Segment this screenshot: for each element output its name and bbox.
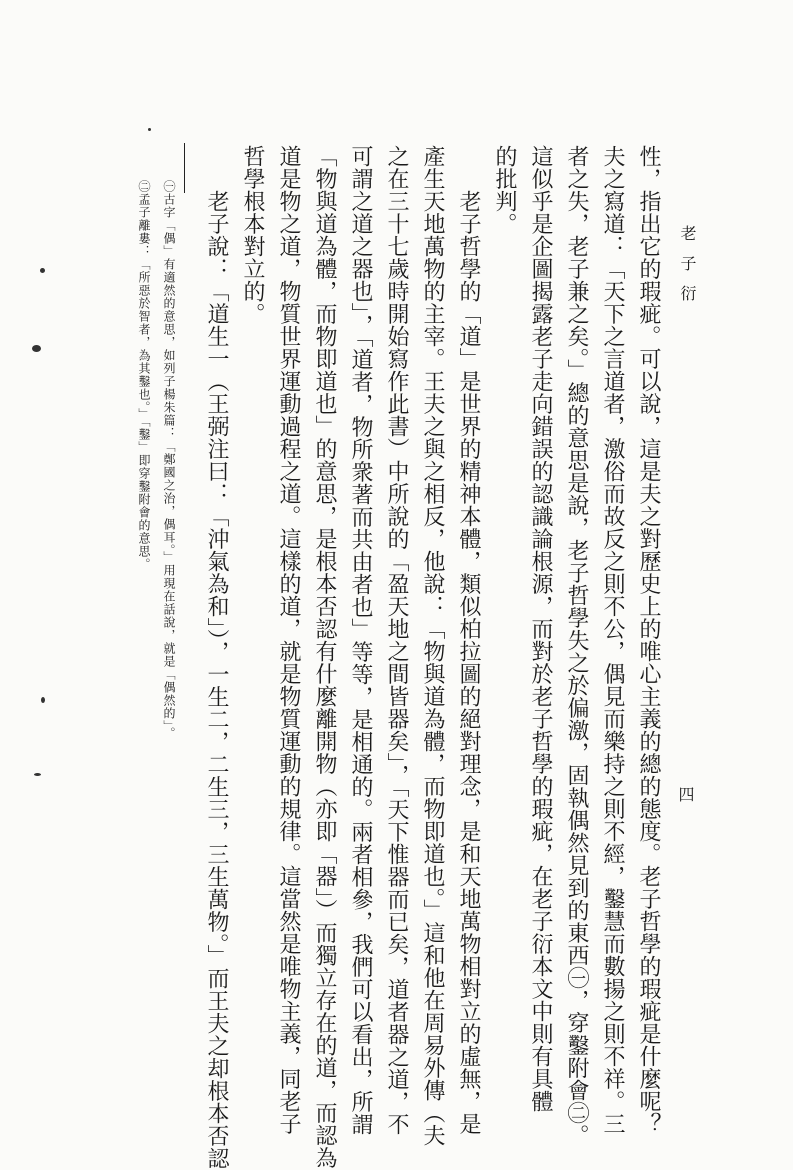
scan-speck	[34, 773, 41, 776]
text-column: 性，指出它的瑕疵。可以說，這是夫之對歷史上的唯心主義的總的態度。老子哲學的瑕疵是什麼呢？	[636, 145, 661, 1135]
footnote-rule	[184, 143, 185, 193]
text-column: 老子說：「道生一（王弼注曰：「沖氣為和」），一生二，二生三，三生萬物。」而王夫之却根本否認	[204, 145, 229, 1170]
page-number: 四	[676, 786, 695, 802]
text-column: 「物與道為體，而物即道也」的意思，是根本否認有什麼離開物（亦即「器」）而獨立存在的道，而認為	[312, 145, 337, 1169]
text-column: 哲學根本對立的。	[240, 145, 265, 325]
text-column: 老子哲學的「道」是世界的精神本體，類似柏拉圖的絕對理念，是和天地萬物相對立的虛無，是	[456, 145, 481, 1135]
scan-speck	[148, 128, 151, 131]
text-column: 道是物之道，物質世界運動過程之道。這樣的道，就是物質運動的規律。這當然是唯物主義，同老子	[276, 145, 301, 1135]
text-column: 的批判。	[492, 145, 517, 235]
footnote: ㊁孟子離婁：「所惡於智者，為其鑿也。」「鑿」即穿鑿附會的意思。	[137, 180, 151, 571]
scan-speck	[41, 697, 45, 703]
scan-speck	[32, 345, 41, 352]
footnote: ㊀古字「偶」有適然的意思，如列子楊朱篇：「鄭國之治，偶耳。」用現在話說，就是「偶然的」。	[162, 180, 176, 740]
scan-speck	[40, 268, 45, 273]
text-column: 產生天地萬物的主宰。王夫之與之相反，他說：「物與道為體，而物即道也。」這和他在周易外傳（夫	[420, 145, 445, 1147]
text-column: 可謂之道之器也」，「道者，物所衆著而共由者也」等等，是相通的。兩者相參，我們可以看出，所謂	[348, 145, 373, 1136]
running-title: 老子衍	[678, 225, 697, 315]
text-column: 之在三十七歲時開始寫作此書）中所說的「盈天地之間皆器矣」，「天下惟器而已矣，道者器之道，不	[384, 145, 409, 1136]
text-column: 這似乎是企圖揭露老子走向錯誤的認識論根源，而對於老子哲學的瑕疵，在老子衍本文中則有具體	[528, 145, 553, 1113]
text-column: 者之失，老子兼之矣。」總的意思是說，老子哲學失之於偏激，固執偶然見到的東西㊀，穿鑿附會㊁。	[564, 145, 589, 1147]
text-column: 夫之寫道：「天下之言道者，激俗而故反之則不公，偶見而樂持之則不經，鑿慧而數揚之則不祥。三	[600, 145, 625, 1135]
